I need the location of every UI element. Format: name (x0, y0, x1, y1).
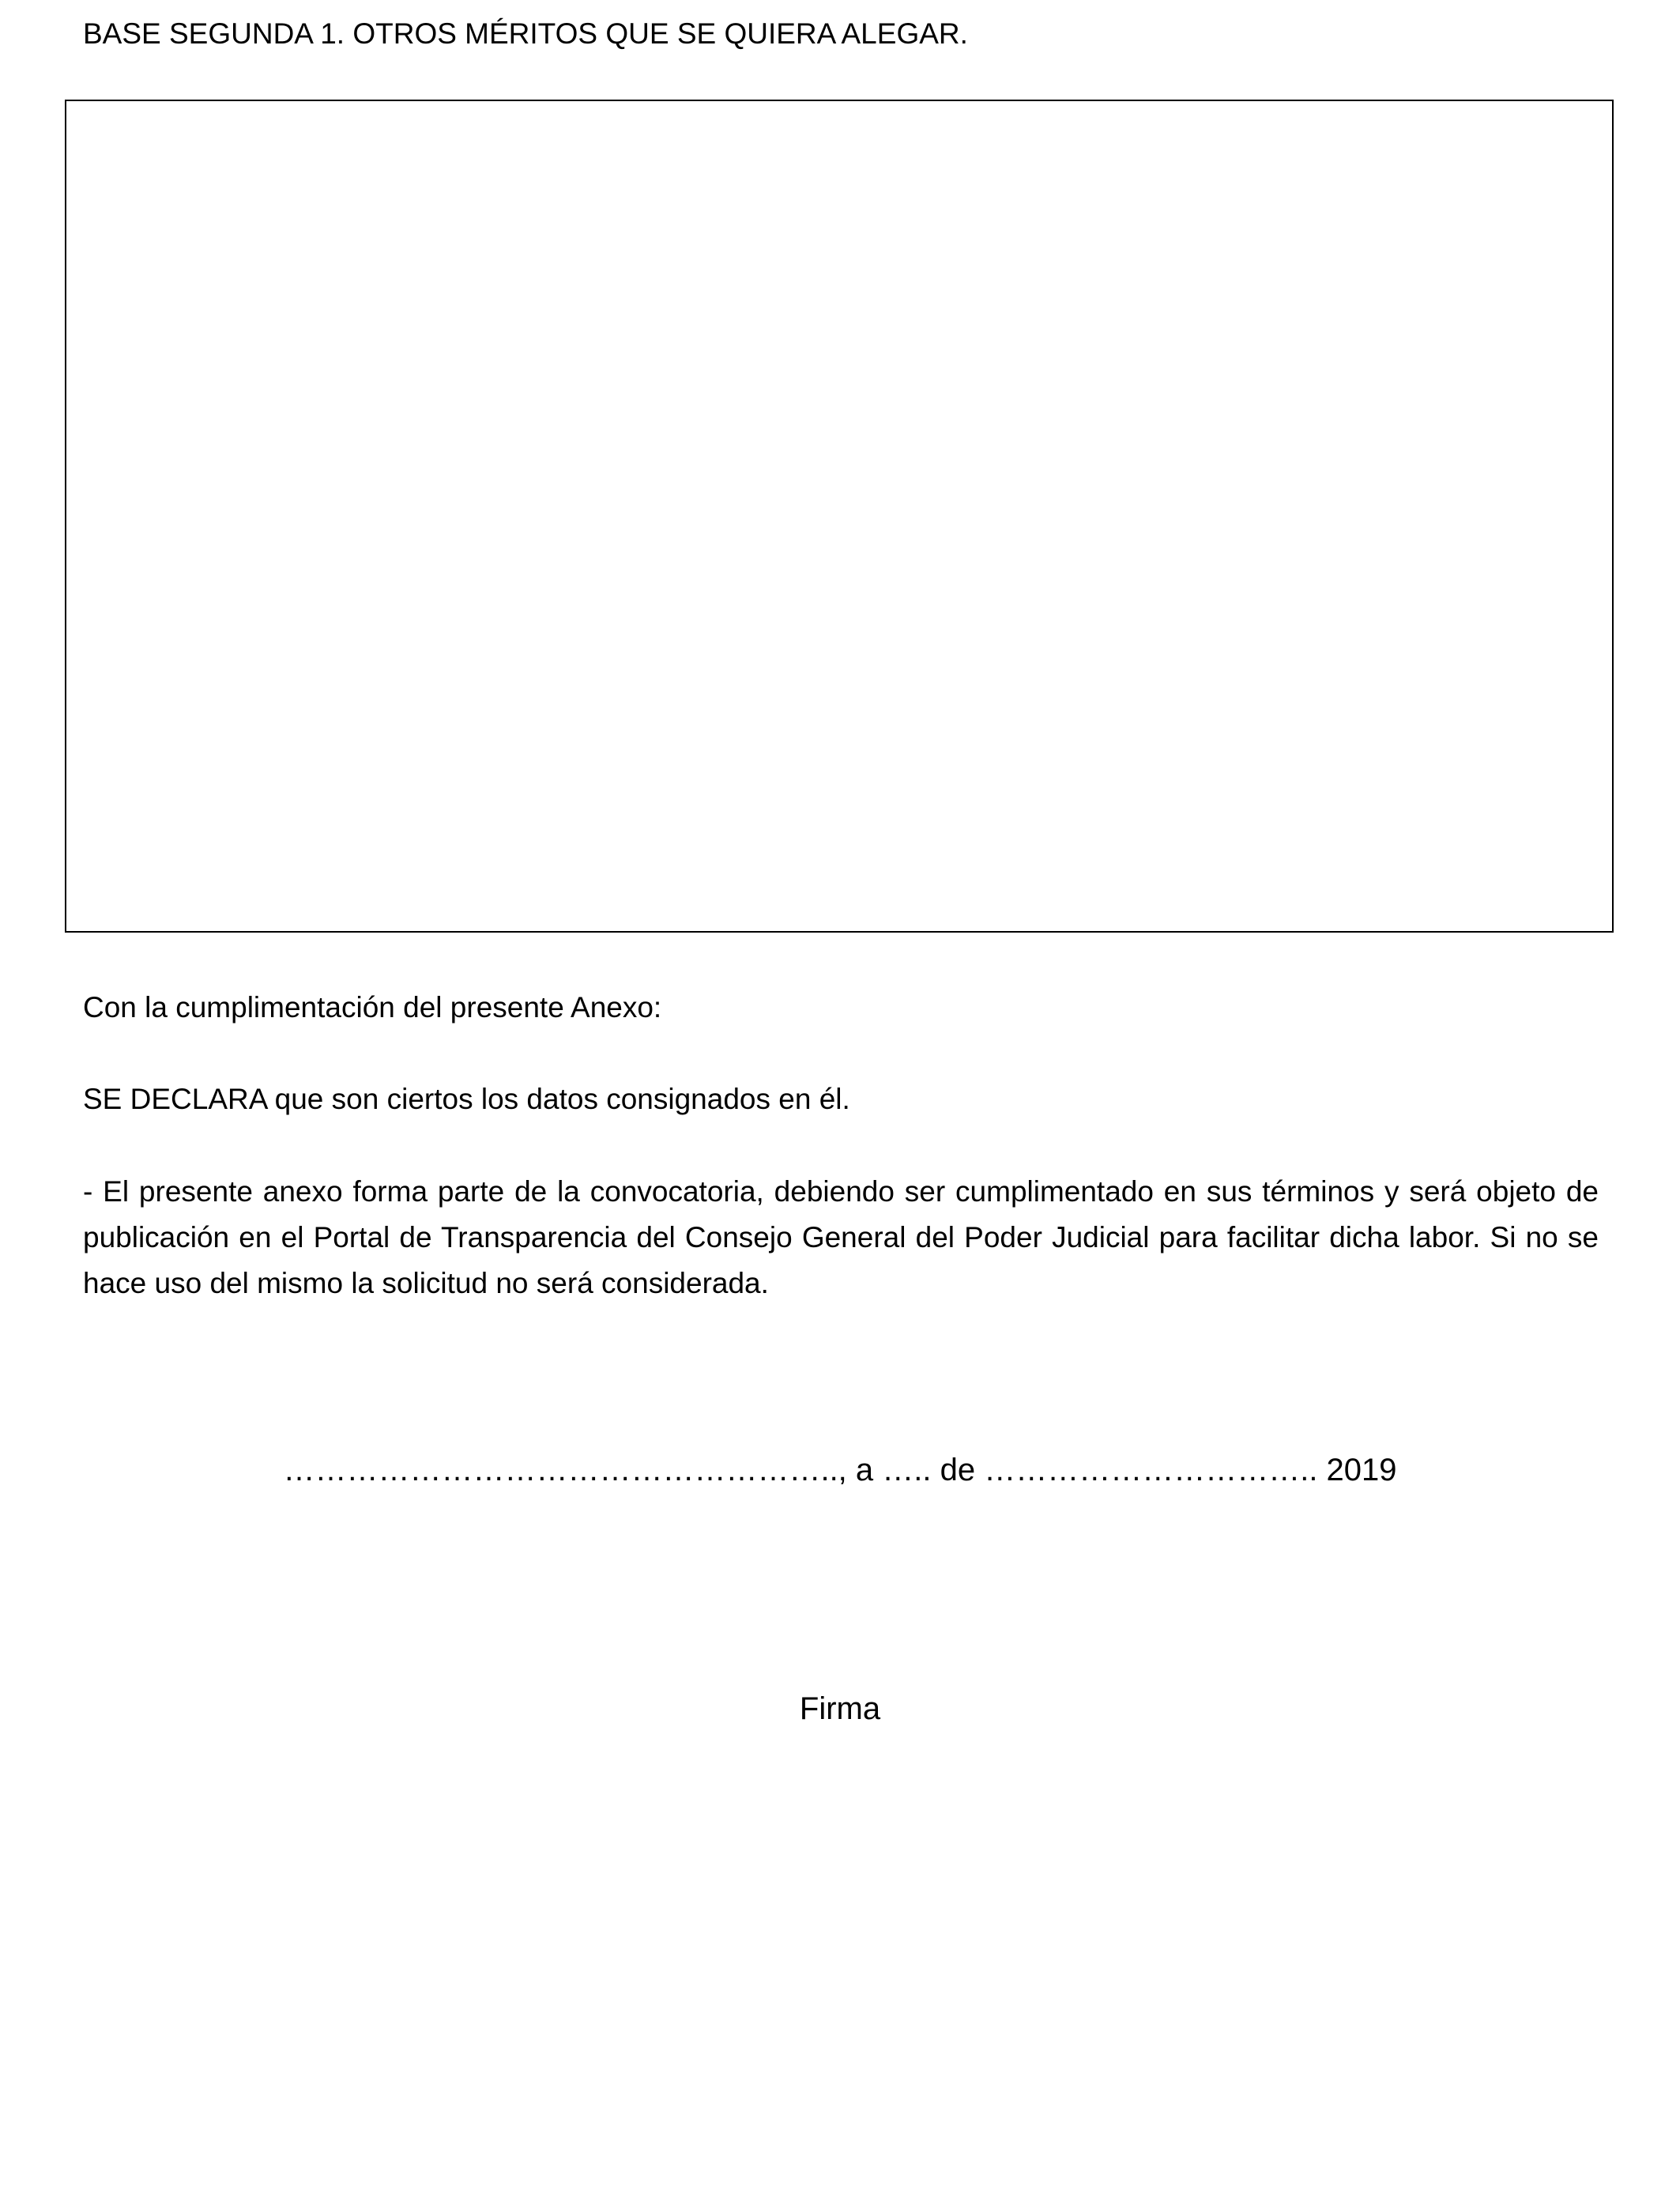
merits-entry-box[interactable] (65, 100, 1614, 933)
place-date-line: …………………………………………….., a ….. de ………………………….. 2019 (283, 1453, 1397, 1487)
declaration-intro: Con la cumplimentación del presente Anexo: (83, 991, 662, 1023)
declaration-statement: SE DECLARA que son ciertos los datos consignados en él. (83, 1083, 850, 1115)
signature-label: Firma (799, 1691, 881, 1726)
publication-notice: - El presente anexo forma parte de la convocatoria, debiendo ser cumplimentado en sus términos y será objeto de publicación en el Portal de Transparencia del Consejo General del Poder Judicial para facilitar dicha labor. Si no se hace uso del mismo la solicitud no será considerada. (83, 1175, 1599, 1299)
section-heading: BASE SEGUNDA 1. OTROS MÉRITOS QUE SE QUIERA ALEGAR. (83, 17, 968, 50)
